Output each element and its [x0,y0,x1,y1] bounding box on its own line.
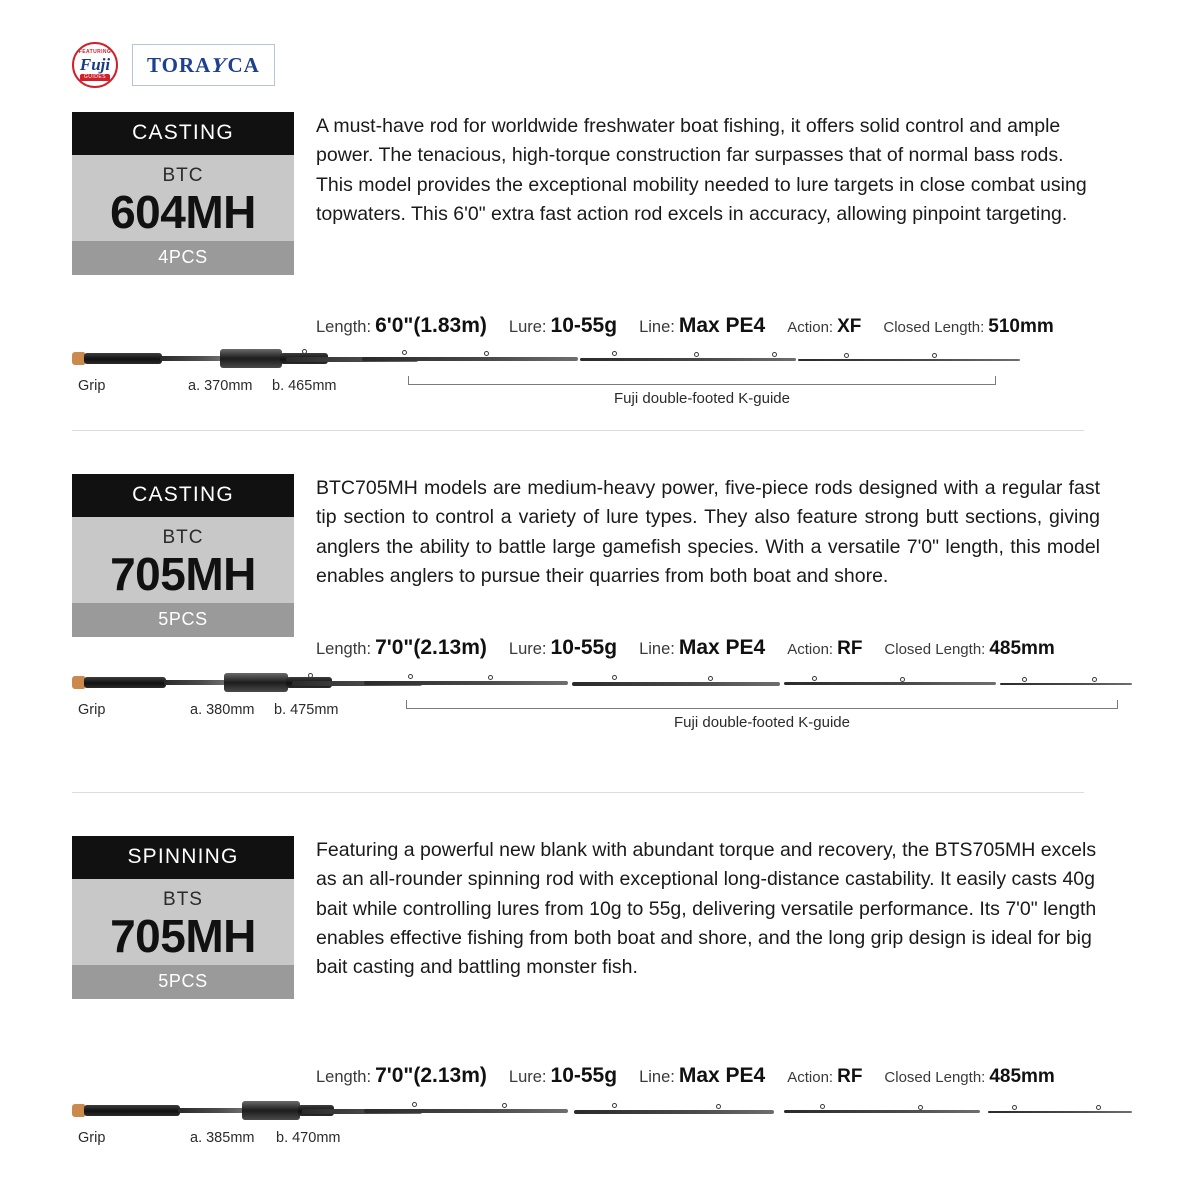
blank-section-a [364,1109,568,1113]
rod-illustration [72,1094,1132,1128]
guide-icon [302,349,307,354]
dim-b-label: b. 475mm [274,702,339,718]
spec-length-key: Length: [316,1068,372,1086]
spec-closed-length-key: Closed Length: [884,1069,986,1086]
spec-lure-key: Lure: [508,318,547,336]
spec-lure-key: Lure: [508,1068,547,1086]
spec-length-value: 6'0"(1.83m) [375,314,487,337]
guide-icon [612,1103,617,1108]
model-box [72,517,294,603]
spec-action [787,638,862,660]
spec-closed-length-key: Closed Length: [883,319,985,336]
brand-logos [72,42,275,88]
guide-caption: Fuji double-footed K-guide [614,390,790,407]
section-divider [72,792,1084,793]
spec-line-key: Line: [639,1068,675,1086]
guide-icon [900,677,905,682]
product-badge [72,112,294,275]
spec-length [316,636,487,660]
product-description: Featuring a powerful new blank with abundant torque and recovery, the BTS705MH excels as an all-rounder spinning rod with exceptional long-distance castability. It easily casts 40g bait while controlling lures from 10g to 55g, delivering versatile performance. Its 7'0" length enables effective fishing from both boat and shore, and the long grip design is ideal for big bait casting and battling monster fish. [316,839,1097,978]
blank-section-d [988,1111,1132,1113]
guide-icon [918,1105,923,1110]
spec-closed-length-value: 485mm [989,638,1055,659]
guide-icon [488,675,493,680]
section-divider [72,430,1084,431]
dim-a-label: a. 380mm [190,702,255,718]
dimension-row [72,1130,1132,1152]
spec-closed-length [884,1066,1054,1088]
rear-grip [84,677,166,688]
guide-icon [502,1103,507,1108]
guide-icon [844,353,849,358]
product-description: A must-have rod for worldwide freshwater boat fishing, it offers solid control and ample power. The tenacious, high-torque construction far surpasses that of normal bass rods. This model provides the exceptional mobility needed to lure targets in close combat using topwaters. This 6'0" extra fast action rod excels in accuracy, allowing pinpoint targeting. [316,115,1087,225]
guide-icon [772,352,777,357]
piece-count-label: 5PCS [72,603,294,637]
rod-illustration [72,342,1132,376]
reel-seat [242,1101,300,1120]
spec-line-key: Line: [639,318,675,336]
blank-section-b [580,358,796,361]
piece-count-label: 5PCS [72,965,294,999]
guide-icon [1096,1105,1101,1110]
dim-b-label: b. 470mm [276,1130,341,1146]
model-series-label: BTS [163,889,203,910]
guide-icon [402,350,407,355]
spec-closed-length [884,638,1054,660]
blank-section-grip-link [178,1108,244,1113]
product-badge [72,474,294,637]
guide-icon [1012,1105,1017,1110]
product-description: BTC705MH models are medium-heavy power, five-piece rods designed with a regular fast tip section to control a variety of lure types. They also feature strong butt sections, giving anglers the ability to battle large gamefish species. With a versatile 7'0" length, this model enables anglers to pursue their quarries from both boat and shore. [316,477,1100,587]
rod-illustration [72,666,1132,700]
spec-action-key: Action: [787,1069,834,1086]
spec-closed-length [883,316,1053,338]
guide-icon [820,1104,825,1109]
spec-lure-value: 10-55g [550,1064,618,1087]
model-series-label: BTC [162,165,204,186]
model-box [72,879,294,965]
spec-lure [509,636,617,660]
piece-count-label: 4PCS [72,241,294,275]
spec-row [316,314,1122,338]
spec-closed-length-value: 485mm [989,1066,1055,1087]
guide-range-bracket [406,700,1118,709]
spec-length-value: 7'0"(2.13m) [375,1064,487,1087]
blank-section-b [574,1110,774,1114]
model-name-label: 604MH [110,186,256,238]
spec-lure-value: 10-55g [550,314,618,337]
blank-section-a [362,357,578,361]
rod-type-label: CASTING [72,474,294,517]
grip-label: Grip [78,378,106,394]
fuji-logo-top-text: FEATURING [78,48,112,55]
fuji-logo [72,42,118,88]
blank-section-c [798,359,1020,361]
guide-caption: Fuji double-footed K-guide [674,714,850,731]
spec-action-key: Action: [787,319,834,336]
guide-icon [716,1104,721,1109]
blank-section-b [572,682,780,686]
guide-icon [694,352,699,357]
dimension-row [72,702,1132,731]
spec-line [639,636,765,660]
guide-range-bracket [408,376,996,385]
guide-icon [408,674,413,679]
guide-icon [1022,677,1027,682]
spec-lure-value: 10-55g [550,636,618,659]
spec-length-key: Length: [316,640,372,658]
spec-line [639,314,765,338]
spec-length-value: 7'0"(2.13m) [375,636,487,659]
product-badge [72,836,294,999]
spec-lure [509,1064,617,1088]
guide-icon [1092,677,1097,682]
blank-section-c [784,1110,980,1113]
reel-seat [220,349,282,368]
guide-icon [308,673,313,678]
spec-row [316,1064,1122,1088]
model-name-label: 705MH [110,548,256,600]
spec-line-value: Max PE4 [678,1064,766,1087]
blank-section-c [784,682,996,685]
spec-line [639,1064,765,1088]
spec-length-key: Length: [316,318,372,336]
spec-length [316,314,487,338]
dim-a-label: a. 370mm [188,378,253,394]
guide-icon [708,676,713,681]
spec-length [316,1064,487,1088]
spec-closed-length-key: Closed Length: [884,641,986,658]
reel-seat [224,673,288,692]
guide-icon [812,676,817,681]
torayca-logo-name: TORAYCA [147,53,260,77]
spec-lure-key: Lure: [508,640,547,658]
rod-type-label: SPINNING [72,836,294,879]
spec-line-value: Max PE4 [678,636,766,659]
dim-b-label: b. 465mm [272,378,337,394]
model-series-label: BTC [162,527,204,548]
dimension-row [72,378,1132,407]
rear-grip [84,1105,180,1116]
spec-action-key: Action: [787,641,834,658]
model-name-label: 705MH [110,910,256,962]
torayca-logo [132,44,275,86]
guide-icon [932,353,937,358]
guide-icon [612,351,617,356]
dim-a-label: a. 385mm [190,1130,255,1146]
guide-icon [484,351,489,356]
rod-type-label: CASTING [72,112,294,155]
fuji-logo-bottom-text: GUIDES [80,74,110,81]
spec-action-value: RF [837,1066,863,1087]
spec-line-value: Max PE4 [678,314,766,337]
blank-section-a [364,681,568,685]
spec-action [787,1066,862,1088]
model-box [72,155,294,241]
rear-grip [84,353,162,364]
spec-row [316,636,1122,660]
blank-section-grip-link [164,680,226,685]
spec-lure [509,314,617,338]
guide-icon [412,1102,417,1107]
spec-line-key: Line: [639,640,675,658]
fuji-logo-name: Fuji [79,54,111,74]
blank-section-grip-link [160,356,222,361]
grip-label: Grip [78,702,106,718]
spec-closed-length-value: 510mm [988,316,1054,337]
grip-label: Grip [78,1130,106,1146]
spec-action-value: XF [837,316,862,337]
guide-icon [612,675,617,680]
spec-action [787,316,861,338]
spec-action-value: RF [837,638,863,659]
blank-section-d [1000,683,1132,685]
